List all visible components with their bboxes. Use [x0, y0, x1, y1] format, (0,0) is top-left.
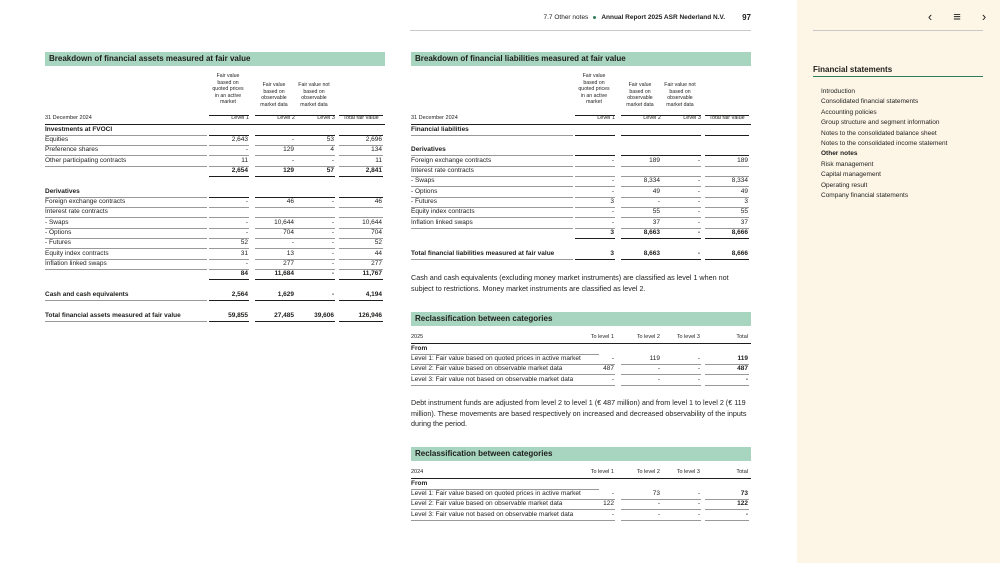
- from-label: From: [411, 344, 428, 352]
- row-value: 57: [326, 166, 334, 174]
- header-col-line: [209, 115, 249, 116]
- table-row: [411, 197, 751, 207]
- row-value-line: [705, 385, 749, 386]
- row-label: Other participating contracts: [45, 156, 127, 164]
- table-row: [45, 280, 385, 290]
- row-value: 13: [286, 249, 294, 257]
- row-label: - Swaps: [45, 218, 69, 226]
- row-value: -: [697, 355, 700, 362]
- table-row: [411, 218, 751, 228]
- header-1: To level 2: [636, 469, 660, 475]
- row-value: -: [245, 229, 248, 236]
- row-value: 1,629: [277, 291, 294, 299]
- row-value: -: [331, 260, 334, 268]
- row-value: -: [697, 490, 700, 497]
- table-row: [411, 489, 751, 499]
- row-value: 73: [740, 490, 748, 497]
- row-value: -: [697, 249, 700, 257]
- page-header: [544, 13, 752, 22]
- header-l2: Level 2: [643, 115, 661, 121]
- row-value: -: [657, 510, 660, 518]
- row-value-line: [339, 321, 383, 322]
- header-col-line: [621, 115, 661, 116]
- header-1: To level 2: [636, 334, 660, 340]
- row-value: -: [331, 156, 334, 164]
- row-value: -: [611, 177, 614, 185]
- row-label: - Swaps: [411, 177, 435, 185]
- table-row: [411, 207, 751, 217]
- row-value: 119: [737, 355, 748, 362]
- row-value: 8,663: [643, 249, 660, 257]
- year-label: 2024: [411, 469, 424, 475]
- page-navigation: [923, 9, 991, 24]
- row-value: 487: [603, 365, 614, 373]
- row-value: -: [697, 500, 700, 508]
- row-value: -: [657, 500, 660, 508]
- header-0: To level 1: [590, 334, 614, 340]
- table-row: [411, 249, 751, 259]
- liabilities-table: [411, 114, 751, 264]
- header-col-line: [705, 115, 749, 116]
- row-value: -: [245, 146, 248, 154]
- row-value: -: [611, 355, 614, 362]
- table-row: [45, 311, 385, 321]
- row-label: Inflation linked swaps: [411, 218, 473, 226]
- table-row: [45, 249, 385, 259]
- row-value: -: [657, 375, 660, 383]
- row-value: -: [697, 208, 700, 216]
- row-value: 277: [283, 260, 294, 268]
- row-value: 52: [374, 239, 382, 247]
- row-label: Equity index contracts: [411, 208, 475, 216]
- table-row: [411, 499, 751, 509]
- table-row: [411, 354, 751, 364]
- reclass-2025-title: Reclassification between categories: [411, 312, 751, 326]
- table-row: [45, 259, 385, 269]
- assets-table: [45, 114, 385, 329]
- date-label: 31 December 2024: [411, 115, 458, 121]
- row-value: -: [697, 177, 700, 185]
- liabilities-section-title: Breakdown of financial liabilities measured at fair value: [411, 52, 751, 66]
- row-label: Financial liabilities: [411, 125, 469, 133]
- row-value: 126,946: [358, 311, 382, 319]
- row-value: 11: [241, 156, 248, 164]
- row-value-line: [621, 385, 661, 386]
- row-value-line: [575, 520, 615, 521]
- row-value-line: [661, 259, 701, 260]
- row-value: 2,643: [231, 135, 248, 143]
- row-value: -: [697, 187, 700, 195]
- row-label-line: [411, 520, 599, 521]
- row-label-line: [411, 259, 573, 260]
- column-heading-3: Fair value not based on observable market data: [664, 82, 696, 108]
- row-label: Derivatives: [411, 146, 446, 154]
- row-value: -: [697, 218, 700, 226]
- row-label: Level 3: Fair value not based on observable market data: [411, 375, 574, 383]
- reclass-2024-table: [411, 468, 751, 523]
- row-value-line: [705, 259, 749, 260]
- table-row: [411, 166, 751, 176]
- row-label: - Futures: [411, 197, 438, 205]
- row-label: - Options: [45, 229, 72, 236]
- toc-item[interactable]: Operating result: [821, 181, 868, 189]
- toc-item[interactable]: Risk management: [821, 160, 874, 168]
- row-label: Equities: [45, 135, 69, 143]
- header-0: To level 1: [590, 469, 614, 475]
- row-value-line: [661, 520, 701, 521]
- row-value: 59,855: [228, 311, 248, 319]
- header-2: To level 3: [676, 469, 700, 475]
- row-value: 37: [652, 218, 660, 226]
- row-label: Total financial assets measured at fair value: [45, 311, 181, 319]
- row-value: 2,564: [231, 291, 248, 299]
- row-value: 8,334: [643, 177, 660, 185]
- toc-item[interactable]: Consolidated financial statements: [821, 98, 919, 106]
- row-value: -: [245, 260, 248, 268]
- table-row: [411, 176, 751, 186]
- row-label: Interest rate contracts: [45, 208, 108, 216]
- row-value: -: [745, 375, 748, 383]
- row-label: Foreign exchange contracts: [411, 156, 492, 164]
- header-l3: Level 3: [317, 115, 335, 121]
- row-value: -: [697, 156, 700, 164]
- header-col-line: [575, 115, 615, 116]
- chevron-right-icon[interactable]: ›: [981, 9, 987, 24]
- table-row: [45, 228, 385, 238]
- row-value: -: [245, 218, 248, 226]
- row-label: Inflation linked swaps: [45, 260, 107, 268]
- row-value: -: [697, 510, 700, 518]
- table-row: [45, 290, 385, 300]
- reclass-2025-table: [411, 333, 751, 388]
- table-row: [45, 156, 385, 166]
- row-value-line: [575, 385, 615, 386]
- header-l2: Level 2: [277, 115, 295, 121]
- row-value: -: [697, 365, 700, 373]
- row-value: 37: [740, 218, 748, 226]
- table-row: [411, 364, 751, 374]
- reclass-note: Debt instrument funds are adjusted from level 2 to level 1 (€ 487 million) and from level 1 to level 2 (€ 119 million). These movements are based respectively on increased and decreased observability of the inputs during the period.: [411, 398, 747, 428]
- assets-section-title: Breakdown of financial assets measured at fair value: [45, 52, 385, 66]
- row-value: -: [331, 218, 334, 226]
- toc-title-underline: [813, 76, 983, 77]
- table-row: [45, 125, 385, 135]
- row-value: 27,485: [274, 311, 294, 319]
- row-value: -: [245, 197, 248, 205]
- header-separator-dot: [593, 16, 596, 19]
- row-value: -: [611, 510, 614, 518]
- row-value: 3: [610, 249, 614, 257]
- row-value: 3: [744, 197, 748, 205]
- row-value: -: [697, 229, 700, 236]
- from-label: From: [411, 479, 428, 487]
- toc-list: [821, 87, 947, 201]
- row-value: 8,334: [731, 177, 748, 185]
- table-row: [411, 125, 751, 135]
- header-title: Annual Report 2025 ASR Nederland N.V.: [601, 14, 726, 21]
- row-value: 4: [330, 146, 334, 154]
- chevron-left-icon[interactable]: ‹: [927, 9, 933, 24]
- row-value: 119: [649, 355, 660, 362]
- table-row: [411, 510, 751, 520]
- row-label: Interest rate contracts: [411, 166, 474, 174]
- row-label: - Futures: [45, 239, 72, 247]
- toc-item[interactable]: Capital management: [821, 171, 881, 179]
- row-value: -: [657, 197, 660, 205]
- row-value: 189: [737, 156, 748, 164]
- row-value: 704: [371, 229, 382, 236]
- row-value: 73: [652, 490, 660, 497]
- row-value: -: [291, 239, 294, 247]
- menu-icon[interactable]: ≡: [953, 9, 961, 24]
- row-value: 277: [371, 260, 382, 268]
- row-value: 52: [240, 239, 248, 247]
- reclass-2024-title: Reclassification between categories: [411, 447, 751, 461]
- row-label: - Options: [411, 187, 438, 195]
- row-label: Preference shares: [45, 146, 99, 154]
- row-value: -: [291, 156, 294, 164]
- header-l1: Level 1: [597, 115, 615, 121]
- row-value: -: [697, 375, 700, 383]
- row-value: 39,606: [314, 311, 334, 319]
- row-value: -: [291, 135, 294, 143]
- header-divider: [410, 30, 751, 31]
- row-value: -: [331, 239, 334, 247]
- row-value: -: [611, 208, 614, 216]
- row-value: -: [611, 490, 614, 497]
- header-col-line: [339, 115, 383, 116]
- row-value: -: [331, 270, 334, 278]
- row-value: 487: [737, 365, 748, 373]
- table-row: [45, 187, 385, 197]
- header-col-line: [255, 115, 295, 116]
- row-value: 189: [649, 156, 660, 164]
- table-row: [45, 176, 385, 186]
- table-row: [45, 166, 385, 176]
- row-value-line: [621, 259, 661, 260]
- row-label: Level 2: Fair value based on observable market data: [411, 500, 563, 508]
- table-row: [411, 187, 751, 197]
- row-label: Level 1: Fair value based on quoted prices in active market: [411, 490, 581, 497]
- table-row: [45, 238, 385, 248]
- table-row: [411, 145, 751, 155]
- row-value: -: [331, 197, 334, 205]
- row-value: 11,684: [274, 270, 294, 278]
- row-value: 129: [283, 146, 294, 154]
- row-value: 49: [740, 187, 748, 195]
- row-value: 122: [737, 500, 748, 508]
- row-value: 2,841: [365, 166, 382, 174]
- row-value: 4,194: [365, 291, 382, 299]
- row-value: 8,663: [643, 229, 660, 236]
- row-value: 55: [740, 208, 748, 216]
- header-col-line: [661, 115, 701, 116]
- header-tot: Total fair value: [343, 115, 379, 121]
- row-value-line: [621, 520, 661, 521]
- row-value: 84: [240, 270, 248, 278]
- page-number: 97: [742, 13, 751, 22]
- row-label: Cash and cash equivalents: [45, 291, 129, 299]
- table-row: [45, 269, 385, 279]
- row-value: 704: [283, 229, 294, 236]
- header-col-line: [295, 115, 335, 116]
- row-value: -: [331, 291, 334, 299]
- liabilities-note: Cash and cash equivalents (excluding money market instruments) are classified as level 1 when not subject to restrictions. Money market instruments are classified as level 2.: [411, 273, 729, 293]
- row-label: Foreign exchange contracts: [45, 197, 126, 205]
- row-value: 46: [286, 197, 294, 205]
- row-value: -: [697, 197, 700, 205]
- column-heading-2: Fair value based on observable market data: [260, 82, 288, 108]
- column-heading-1: Fair value based on quoted prices in an active market: [212, 73, 244, 106]
- row-value: 10,644: [274, 218, 294, 226]
- row-value: -: [611, 156, 614, 164]
- row-label: Investments at FVOCI: [45, 125, 113, 133]
- header-tot: Total fair value: [709, 115, 745, 121]
- row-value: 44: [374, 249, 382, 257]
- table-row: [411, 228, 751, 238]
- row-value: 10,644: [362, 218, 382, 226]
- table-row: [45, 300, 385, 310]
- table-row: [411, 156, 751, 166]
- date-label: 31 December 2024: [45, 115, 92, 121]
- row-value: -: [611, 187, 614, 195]
- table-row: [45, 218, 385, 228]
- row-value: 8,666: [731, 229, 748, 236]
- row-value: 49: [652, 187, 660, 195]
- row-label-line: [45, 321, 207, 322]
- column-heading-1: Fair value based on quoted prices in an active market: [578, 73, 610, 106]
- column-heading-2: Fair value based on observable market data: [626, 82, 654, 108]
- table-row: [411, 238, 751, 248]
- row-value: 129: [283, 166, 294, 174]
- row-value: 55: [652, 208, 660, 216]
- row-label: Level 3: Fair value not based on observable market data: [411, 510, 574, 518]
- row-value: 46: [374, 197, 382, 205]
- header-3: Total: [736, 334, 748, 340]
- header-2: To level 3: [676, 334, 700, 340]
- table-row: [45, 135, 385, 145]
- toc-item[interactable]: Group structure and segment information: [821, 119, 940, 127]
- table-row: [411, 375, 751, 385]
- row-value: 122: [603, 500, 614, 508]
- row-label: Derivatives: [45, 187, 80, 195]
- row-value: 3: [610, 229, 614, 236]
- header-l3: Level 3: [683, 115, 701, 121]
- header-section: 7.7 Other notes: [543, 14, 589, 21]
- row-label: Equity index contracts: [45, 249, 109, 257]
- from-row: [411, 479, 751, 489]
- row-value: -: [745, 510, 748, 518]
- row-value: -: [657, 365, 660, 373]
- table-row: [45, 197, 385, 207]
- header-l1: Level 1: [231, 115, 249, 121]
- row-value: -: [611, 218, 614, 226]
- row-value: 8,666: [731, 249, 748, 257]
- toc-item[interactable]: Company financial statements: [821, 192, 909, 200]
- table-row: [45, 145, 385, 155]
- toc-title[interactable]: Financial statements: [813, 65, 893, 74]
- row-value: 31: [240, 249, 248, 257]
- row-value: -: [331, 249, 334, 257]
- from-row: [411, 344, 751, 354]
- table-row: [45, 207, 385, 217]
- row-value: 11,767: [362, 270, 382, 278]
- row-value: -: [611, 375, 614, 383]
- row-value: 3: [610, 197, 614, 205]
- toc-item[interactable]: Notes to the consolidated income statement: [821, 140, 948, 148]
- table-row: [411, 135, 751, 145]
- row-value: 2,654: [231, 166, 248, 174]
- row-value: -: [331, 229, 334, 236]
- row-value-line: [575, 259, 615, 260]
- sidebar-divider: [813, 30, 983, 31]
- column-heading-3: Fair value not based on observable market data: [298, 82, 330, 108]
- row-value-line: [661, 385, 701, 386]
- toc-item[interactable]: Other notes: [821, 150, 858, 158]
- row-value-line: [255, 321, 295, 322]
- row-value-line: [295, 321, 335, 322]
- row-label: Total financial liabilities measured at fair value: [411, 249, 555, 257]
- row-value-line: [705, 520, 749, 521]
- toc-item[interactable]: Notes to the consolidated balance sheet: [821, 129, 937, 137]
- year-label: 2025: [411, 334, 424, 340]
- row-label: Level 1: Fair value based on quoted prices in active market: [411, 355, 581, 362]
- sidebar: [797, 0, 1000, 563]
- toc-item[interactable]: Accounting policies: [821, 108, 877, 116]
- row-value: 53: [326, 135, 334, 143]
- header-3: Total: [736, 469, 748, 475]
- row-label: Level 2: Fair value based on observable market data: [411, 365, 563, 373]
- row-label-line: [411, 385, 599, 386]
- row-value: 134: [371, 146, 382, 154]
- toc-item[interactable]: Introduction: [821, 88, 855, 95]
- row-value-line: [209, 321, 249, 322]
- row-value: 11: [375, 156, 382, 164]
- row-value: 2,696: [365, 135, 382, 143]
